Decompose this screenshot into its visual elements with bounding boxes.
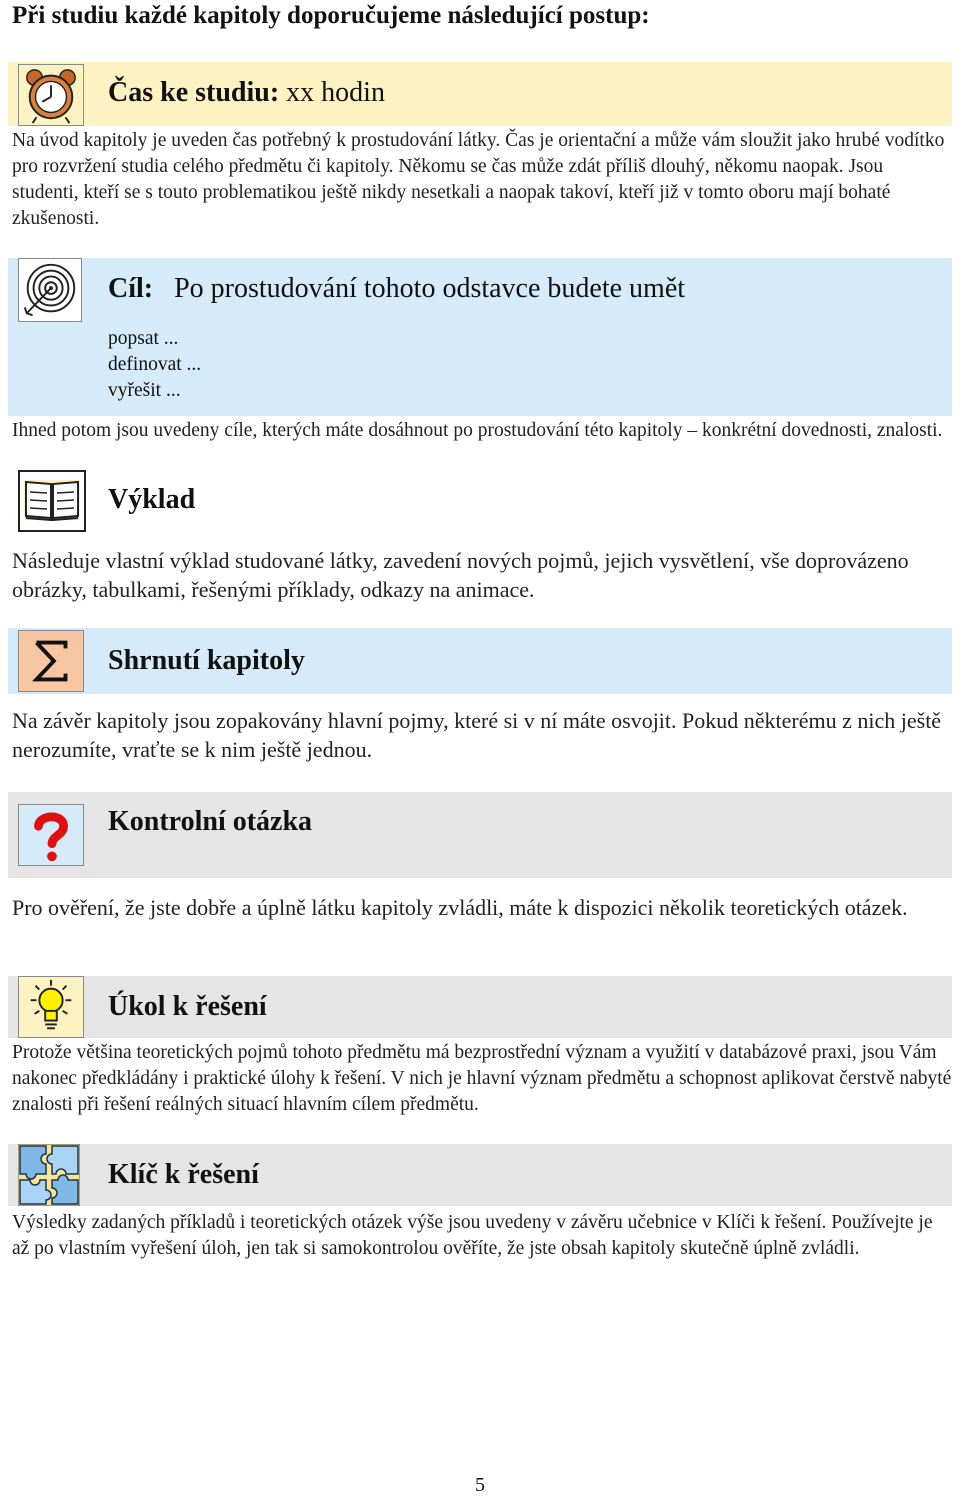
- sigma-icon: [18, 630, 84, 692]
- goal-item: vyřešit ...: [108, 380, 181, 401]
- key-title-text: Klíč k řešení: [108, 1159, 259, 1190]
- goal-title: [108, 272, 685, 306]
- goal-label: Cíl:: [108, 273, 154, 304]
- key-title: [108, 1158, 259, 1192]
- task-text: Protože většina teoretických pojmů tohoto předmětu má bezprostřední význam a využití v databázové praxi, jsou Vám nakonec předkládány i praktické úlohy k řešení. V nich je hlavní význam předmětu a schopnost aplikovat čerstvě nabyté znalosti při řešení reálných situací hlavním cílem předmětu.: [12, 1042, 952, 1115]
- goal-text: Ihned potom jsou uvedeny cíle, kterých máte dosáhnout po prostudování této kapitoly – konkrétní dovednosti, znalosti.: [12, 420, 943, 441]
- time-value: xx hodin: [286, 77, 385, 108]
- question-title-text: Kontrolní otázka: [108, 806, 313, 837]
- target-icon: [18, 258, 82, 322]
- key-text: Výsledky zadaných příkladů i teoretických otázek výše jsou uvedeny v závěru učebnice v Klíči k řešení. Používejte je až po vlastním vyřešení úloh, jen tak si samokontrolou ověříte, že jste obsah kapitoly skutečně úplně zvládli.: [12, 1212, 933, 1259]
- goal-subtitle: Po prostudování tohoto odstavce budete umět: [174, 273, 686, 304]
- goal-item: definovat ...: [108, 354, 202, 375]
- task-title: [108, 990, 267, 1024]
- alarm-clock-icon: [18, 64, 84, 126]
- question-text: Pro ověření, že jste dobře a úplně látku kapitoly zvládli, máte k dispozici několik teoretických otázek.: [12, 895, 908, 920]
- task-title-text: Úkol k řešení: [108, 991, 267, 1022]
- open-book-icon: [18, 470, 86, 532]
- time-text: Na úvod kapitoly je uveden čas potřebný k prostudování látky. Čas je orientační a může vám sloužit jako hrubé vodítko pro rozvržení studia celého předmětu či kapitoly. Někomu se čas může zdát příliš dlouhý, někomu naopak. Jsou studenti, kteří se s touto problematikou ještě nikdy nesetkali a naopak takoví, kteří již v tomto oboru mají bohaté zkušenosti.: [12, 130, 945, 229]
- explanation-text: Následuje vlastní výklad studované látky, zavedení nových pojmů, jejich vysvětlení, vše doprovázeno obrázky, tabulkami, řešenými příklady, odkazy na animace.: [12, 548, 909, 602]
- summary-text: Na závěr kapitoly jsou zopakovány hlavní pojmy, které si v ní máte osvojit. Pokud některému z nich ještě nerozumíte, vraťte se k nim ještě jednou.: [12, 708, 942, 762]
- puzzle-icon: [18, 1144, 80, 1206]
- question-title: [108, 805, 312, 839]
- explanation-title: [108, 483, 195, 517]
- time-label: Čas ke studiu:: [108, 77, 280, 108]
- summary-title-text: Shrnutí kapitoly: [108, 645, 305, 676]
- goal-item: popsat ...: [108, 328, 179, 349]
- page-heading: Při studiu každé kapitoly doporučujeme následující postup:: [12, 2, 650, 29]
- question-mark-icon: [18, 804, 84, 866]
- time-title: [108, 76, 385, 110]
- summary-title: [108, 644, 305, 678]
- light-bulb-icon: [18, 976, 84, 1038]
- page-number: 5: [475, 1474, 485, 1496]
- goal-list: [108, 326, 201, 404]
- explanation-title-text: Výklad: [108, 484, 196, 515]
